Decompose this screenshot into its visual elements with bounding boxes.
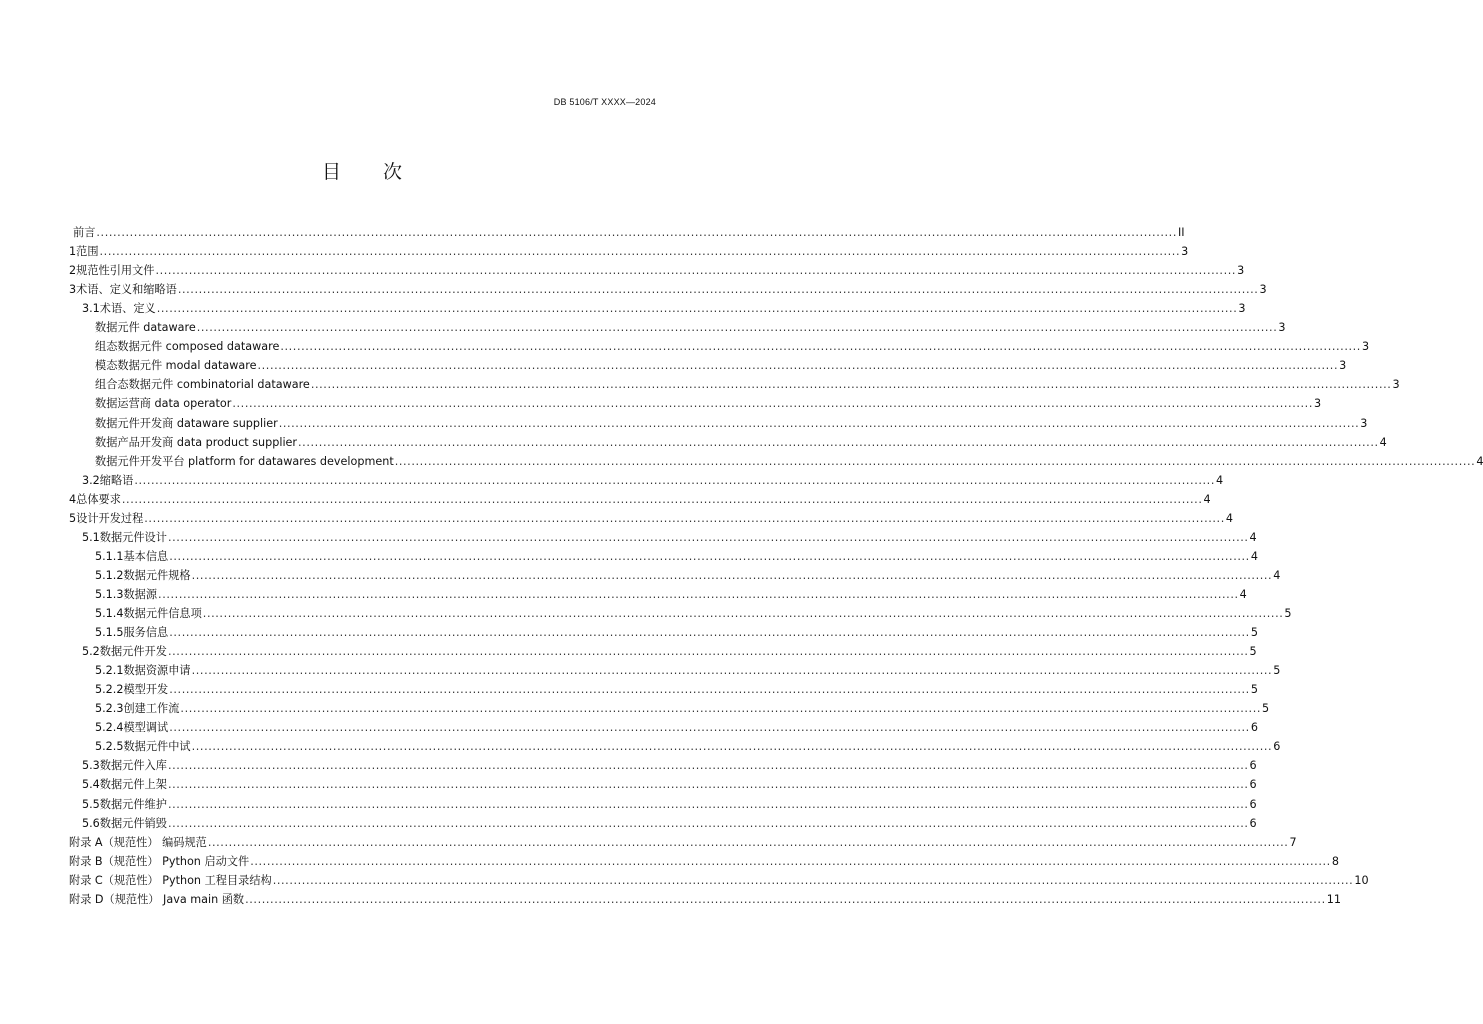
toc-entry-number: 5.2.2 [95,683,124,697]
toc-entry-label: （规范性） Python 启动文件 [102,854,250,868]
toc-entry-number: 5.2.5 [95,740,124,754]
toc-entry-label: 术语、定义和缩略语 [76,283,177,297]
toc-entry-page: 4 [1273,568,1281,582]
toc-entry-label: 数据元件开发平台 platform for datawares development [95,454,394,468]
toc-entry-page: 4 [1249,530,1257,544]
toc-entry[interactable] [69,240,1189,259]
toc-entry[interactable] [95,564,1281,583]
toc-entry[interactable] [95,716,1258,735]
toc-leader-dots: .................................................................................................................................................................................................................................................................... [202,607,1284,620]
toc-entry-label: 术语、定义 [99,302,156,316]
toc-entry-number: 3 [69,283,77,297]
toc-leader-dots: .................................................................................................................................................................................................................................................................... [232,397,1313,411]
toc-entry[interactable] [82,812,1257,831]
toc-entry-label: 数据元件规格 [123,568,191,582]
toc-entry[interactable] [95,659,1281,678]
toc-leader-dots: .................................................................................................................................................................................................................................................................... [196,321,1278,335]
toc-entry[interactable] [69,888,1341,907]
toc-entry-number: 5.1.2 [95,568,124,582]
toc-entry-label: 数据产品开发商 data product supplier [95,435,298,449]
toc-entry[interactable] [82,773,1257,792]
toc-entry[interactable] [82,297,1246,316]
toc-entry-number: 5.2.4 [95,721,124,735]
toc-entry[interactable] [82,526,1257,545]
toc-leader-dots: .................................................................................................................................................................................................................................................................... [167,797,1249,811]
toc-entry-page: 3 [1392,378,1400,392]
toc-entry[interactable] [69,507,1233,526]
toc-entry-page: 6 [1273,740,1281,754]
toc-entry-label: 总体要求 [76,492,121,506]
toc-entry[interactable] [95,450,1483,469]
toc-entry-number: 5.5 [82,797,100,811]
toc-entry-page: 3 [1181,245,1189,259]
toc-entry-number: 5.2.3 [95,702,124,716]
toc-leader-dots: .................................................................................................................................................................................................................................................................... [96,226,1177,239]
toc-entry-label: 创建工作流 [123,702,180,716]
toc-entry-label: 模态数据元件 modal dataware [95,359,257,373]
toc-entry-label: 数据元件维护 [99,797,167,811]
toc-entry-page: 4 [1379,435,1387,449]
toc-leader-dots: .................................................................................................................................................................................................................................................................... [180,702,1262,716]
toc-entry[interactable] [95,545,1258,564]
toc-entry-label: 规范性引用文件 [76,264,155,278]
toc-entry[interactable] [69,869,1369,888]
toc-entry-label: 数据元件中试 [123,740,191,754]
toc-entry[interactable] [95,678,1258,697]
toc-entry-label: 组态数据元件 composed dataware [95,340,280,354]
toc-entry-number: 5.1.1 [95,549,124,563]
toc-leader-dots: .................................................................................................................................................................................................................................................................... [250,854,1331,868]
toc-entry-page: 11 [1326,892,1341,906]
toc-entry-label: 设计开发过程 [76,511,144,525]
toc-entry-label: （规范性） Java main 函数 [103,892,245,906]
toc-entry-page: 8 [1331,854,1339,868]
toc-entry-page: 5 [1262,702,1270,716]
toc-leader-dots: .................................................................................................................................................................................................................................................................... [169,683,1250,697]
toc-entry[interactable] [95,392,1322,411]
toc-leader-dots: .................................................................................................................................................................................................................................................................... [144,511,1225,525]
toc-leader-dots: .................................................................................................................................................................................................................................................................... [191,740,1273,754]
toc-entry-page: 3 [1313,397,1322,411]
toc-leader-dots: .................................................................................................................................................................................................................................................................... [121,492,1203,506]
toc-entry-label: 服务信息 [123,626,169,640]
toc-leader-dots: .................................................................................................................................................................................................................................................................... [177,283,1259,297]
toc-entry-label: 数据元件开发 [99,645,167,659]
toc-entry[interactable] [95,735,1281,754]
toc-entry-label: 数据元件设计 [99,530,167,544]
toc-leader-dots: .................................................................................................................................................................................................................................................................... [245,892,1326,906]
toc-entry-label: 模型开发 [123,683,169,697]
toc-entry[interactable] [69,259,1245,278]
toc-entry[interactable] [95,335,1370,354]
toc-entry-label: 数据元件信息项 [123,607,202,620]
toc-entry[interactable] [95,316,1286,335]
toc-entry-label: 数据元件入库 [99,759,167,773]
toc-entry-number: 4 [69,492,77,506]
toc-entry-number: 5.1.3 [95,587,124,601]
toc-entry-number: 5 [69,511,77,525]
toc-leader-dots: .................................................................................................................................................................................................................................................................... [257,359,1339,373]
toc-leader-dots: .................................................................................................................................................................................................................................................................... [156,302,1238,316]
toc-entry-page: 6 [1249,759,1257,773]
toc-entry-page: 10 [1354,873,1369,887]
toc-leader-dots: .................................................................................................................................................................................................................................................................... [134,473,1215,487]
toc-entry-number: 3.1 [82,302,100,316]
toc-entry-number: 5.1 [82,530,100,544]
toc-leader-dots: .................................................................................................................................................................................................................................................................... [191,664,1273,678]
toc-leader-dots: .................................................................................................................................................................................................................................................................... [207,835,1289,849]
toc-entry-page: 3 [1259,283,1267,297]
toc-entry-page: 5 [1250,683,1258,697]
toc-entry-label: 数据运营商 data operator [95,397,232,411]
toc-entry-page: 5 [1273,664,1281,678]
toc-leader-dots: .................................................................................................................................................................................................................................................................... [191,568,1273,582]
toc-entry[interactable] [69,278,1267,297]
toc-entry-page: 7 [1289,835,1297,849]
toc-leader-dots: .................................................................................................................................................................................................................................................................... [310,378,1392,392]
toc-entry-label: 前言 [73,226,96,239]
toc-leader-dots: .................................................................................................................................................................................................................................................................... [167,530,1249,544]
toc-leader-dots: .................................................................................................................................................................................................................................................................... [394,454,1476,468]
toc-entry[interactable] [82,640,1257,659]
toc-entry-label: 数据元件销毁 [99,816,167,830]
toc-entry-number: 5.2 [82,645,100,659]
toc-entry[interactable] [82,793,1257,812]
toc-entry-page: 6 [1250,721,1258,735]
toc-entry-page: 4 [1203,492,1211,506]
toc-entry[interactable] [73,221,1185,240]
toc-entry-number: 5.2.1 [95,664,124,678]
toc-entry[interactable] [95,621,1258,640]
toc-entry-label: 组合态数据元件 combinatorial dataware [95,378,310,392]
toc-entry-page: 3 [1360,416,1368,430]
toc-leader-dots: .................................................................................................................................................................................................................................................................... [169,626,1250,640]
toc-entry-number: 5.1.4 [95,607,124,620]
page-title: 目 次 [321,161,421,183]
toc-entry-label: （规范性） Python 工程目录结构 [102,873,272,887]
toc-leader-dots: .................................................................................................................................................................................................................................................................... [167,816,1249,830]
toc-entry-number: 5.1.5 [95,626,124,640]
toc-leader-dots: .................................................................................................................................................................................................................................................................... [167,645,1249,659]
toc-leader-dots: .................................................................................................................................................................................................................................................................... [158,587,1239,601]
toc-entry-page: 4 [1239,587,1247,601]
toc-entry[interactable] [95,602,1292,621]
toc-entry-number: 附录 C [69,873,103,887]
toc-entry[interactable] [82,754,1257,773]
toc-leader-dots: .................................................................................................................................................................................................................................................................... [99,245,1181,259]
toc-leader-dots: .................................................................................................................................................................................................................................................................... [298,435,1379,449]
toc-entry-label: 数据源 [123,587,158,601]
toc-entry-number: 3.2 [82,473,100,487]
toc-entry-page: 5 [1250,626,1258,640]
toc-entry[interactable] [95,583,1247,602]
toc-entry-page: II [1178,226,1185,239]
toc-leader-dots: .................................................................................................................................................................................................................................................................... [167,759,1249,773]
toc-entry-page: 5 [1284,607,1292,620]
toc-entry-page: 6 [1249,797,1257,811]
toc-entry-number: 附录 D [69,892,104,906]
toc-entry-page: 5 [1249,645,1257,659]
toc-entry[interactable] [95,373,1400,392]
toc-entry-label: 模型调试 [123,721,169,735]
toc-entry-page: 3 [1238,302,1246,316]
toc-entry[interactable] [69,488,1211,507]
toc-entry-label: 数据元件上架 [99,778,167,792]
toc-entry-label: （规范性） 编码规范 [102,835,207,849]
toc-entry-label: 数据元件开发商 dataware supplier [95,416,278,430]
toc-entry-number: 2 [69,264,77,278]
toc-entry[interactable] [69,831,1297,850]
toc-entry-number: 1 [69,245,77,259]
toc-leader-dots: .................................................................................................................................................................................................................................................................... [169,549,1250,563]
toc-entry-page: 3 [1361,340,1370,354]
toc-entry-page: 4 [1476,454,1483,468]
toc-entry-label: 数据元件 dataware [95,321,196,335]
toc-entry-page: 3 [1278,321,1286,335]
toc-entry[interactable] [82,469,1224,488]
toc-leader-dots: .................................................................................................................................................................................................................................................................... [272,873,1354,887]
toc-entry-page: 3 [1339,359,1347,373]
toc-leader-dots: .................................................................................................................................................................................................................................................................... [278,416,1360,430]
toc-entry-page: 6 [1249,778,1257,792]
toc-entry-page: 4 [1215,473,1224,487]
toc-entry[interactable] [95,412,1368,431]
toc-entry-page: 4 [1250,549,1258,563]
toc-entry-label: 范围 [76,245,99,259]
toc-entry-label: 数据资源申请 [123,664,191,678]
toc-entry[interactable] [95,431,1387,450]
toc-entry[interactable] [95,354,1347,373]
toc-entry-page: 4 [1225,511,1233,525]
document-code: DB 5106/T XXXX—2024 [553,97,656,107]
toc-entry[interactable] [69,850,1339,869]
toc-leader-dots: .................................................................................................................................................................................................................................................................... [167,778,1249,792]
toc-entry-number: 5.3 [82,759,100,773]
toc-entry[interactable] [95,697,1270,716]
toc-entry-page: 6 [1249,816,1257,830]
toc-entry-number: 附录 B [69,854,103,868]
toc-leader-dots: .................................................................................................................................................................................................................................................................... [155,264,1237,278]
toc-entry-page: 3 [1237,264,1245,278]
toc-entry-number: 5.4 [82,778,100,792]
toc-entry-number: 5.6 [82,816,100,830]
toc-entry-label: 缩略语 [99,473,134,487]
toc-leader-dots: .................................................................................................................................................................................................................................................................... [280,340,1361,354]
toc-entry-label: 基本信息 [123,549,169,563]
toc-leader-dots: .................................................................................................................................................................................................................................................................... [169,721,1250,735]
toc-entry-number: 附录 A [69,835,103,849]
